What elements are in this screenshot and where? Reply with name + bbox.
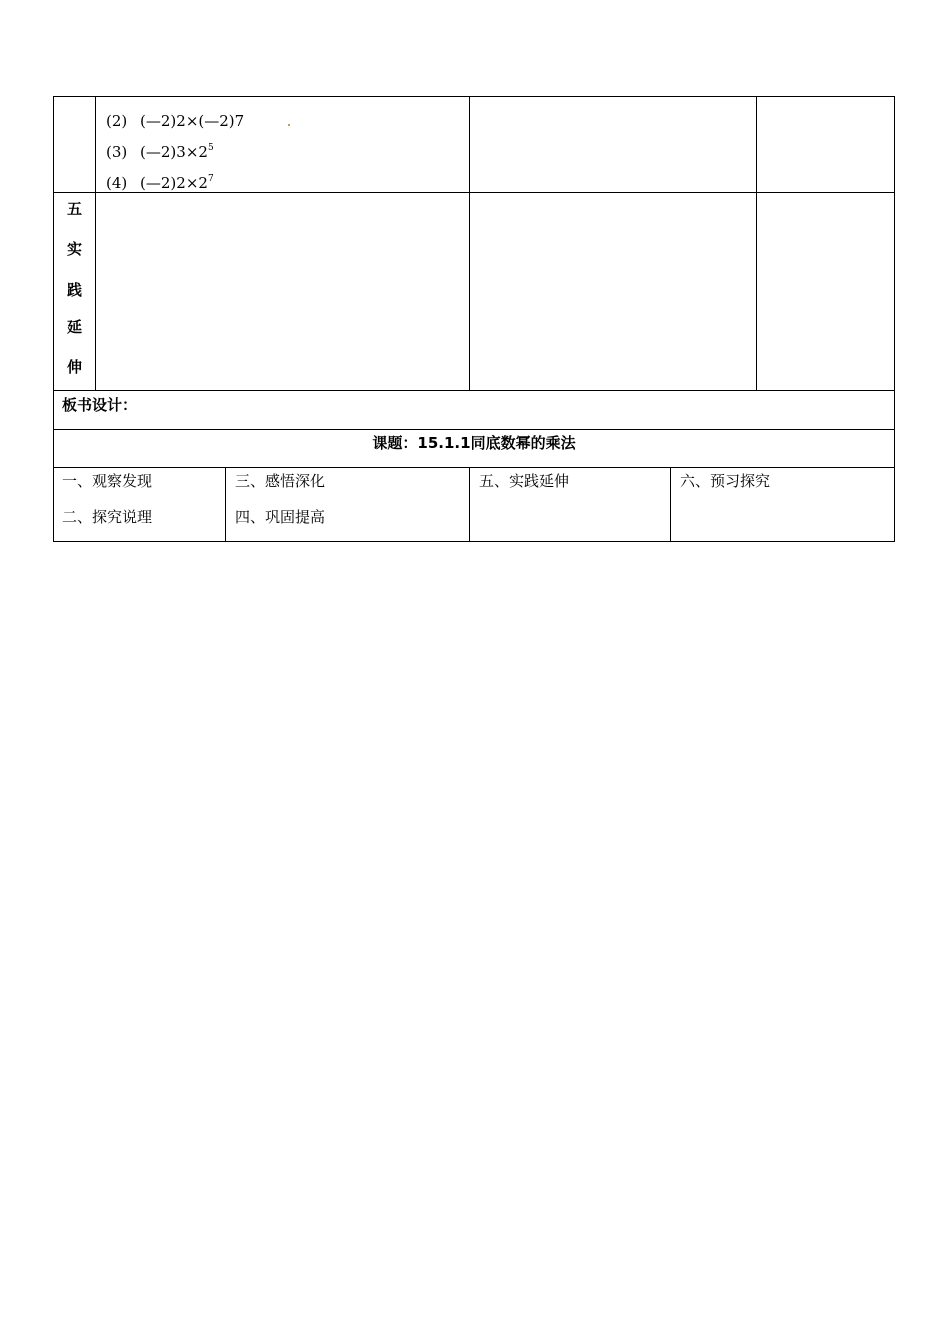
- rule-bcol3: [670, 467, 671, 541]
- exercise-item-3: [106, 143, 214, 161]
- exercise-expression: (—2)3×2: [140, 143, 208, 161]
- exercise-number: (3): [106, 143, 128, 161]
- rule-col3: [756, 96, 757, 390]
- section-char: 践: [66, 281, 82, 299]
- exercise-expression: (—2)2×(—2)7: [140, 112, 245, 130]
- rule-top: [53, 96, 895, 97]
- exercise-expression: (—2)2×2: [140, 174, 208, 192]
- rule-row4: [53, 429, 895, 430]
- board-item: 三、感悟深化: [235, 472, 326, 490]
- rule-row5: [53, 467, 895, 468]
- section-char: 实: [66, 240, 82, 258]
- board-title: 课题：15.1.1同底数幂的乘法: [372, 434, 576, 452]
- section-char: 延: [66, 318, 82, 336]
- exercise-number: (2): [106, 112, 128, 130]
- rule-right: [894, 96, 895, 542]
- rule-row3: [53, 390, 895, 391]
- exercise-item-2: [106, 112, 244, 130]
- section-char: 五: [66, 200, 82, 218]
- board-item: 四、巩固提高: [235, 508, 326, 526]
- exponent: 5: [207, 143, 214, 153]
- rule-bcol1: [225, 467, 226, 541]
- rule-bottom: [53, 541, 895, 542]
- rule-col1: [95, 96, 96, 390]
- board-design-label: 板书设计：: [62, 396, 138, 414]
- section-char: 伸: [66, 358, 82, 376]
- board-item: 一、观察发现: [62, 472, 153, 490]
- exponent: 7: [207, 174, 214, 184]
- exercise-number: (4): [106, 174, 128, 192]
- board-item: 五、实践延伸: [479, 472, 570, 490]
- rule-bcol2: [469, 467, 470, 541]
- board-item: 六、预习探究: [680, 472, 771, 490]
- rule-row2: [53, 192, 895, 193]
- rule-col2: [469, 96, 470, 390]
- exercise-item-4: [106, 174, 214, 192]
- stray-mark: [288, 124, 290, 126]
- board-item: 二、探究说理: [62, 508, 153, 526]
